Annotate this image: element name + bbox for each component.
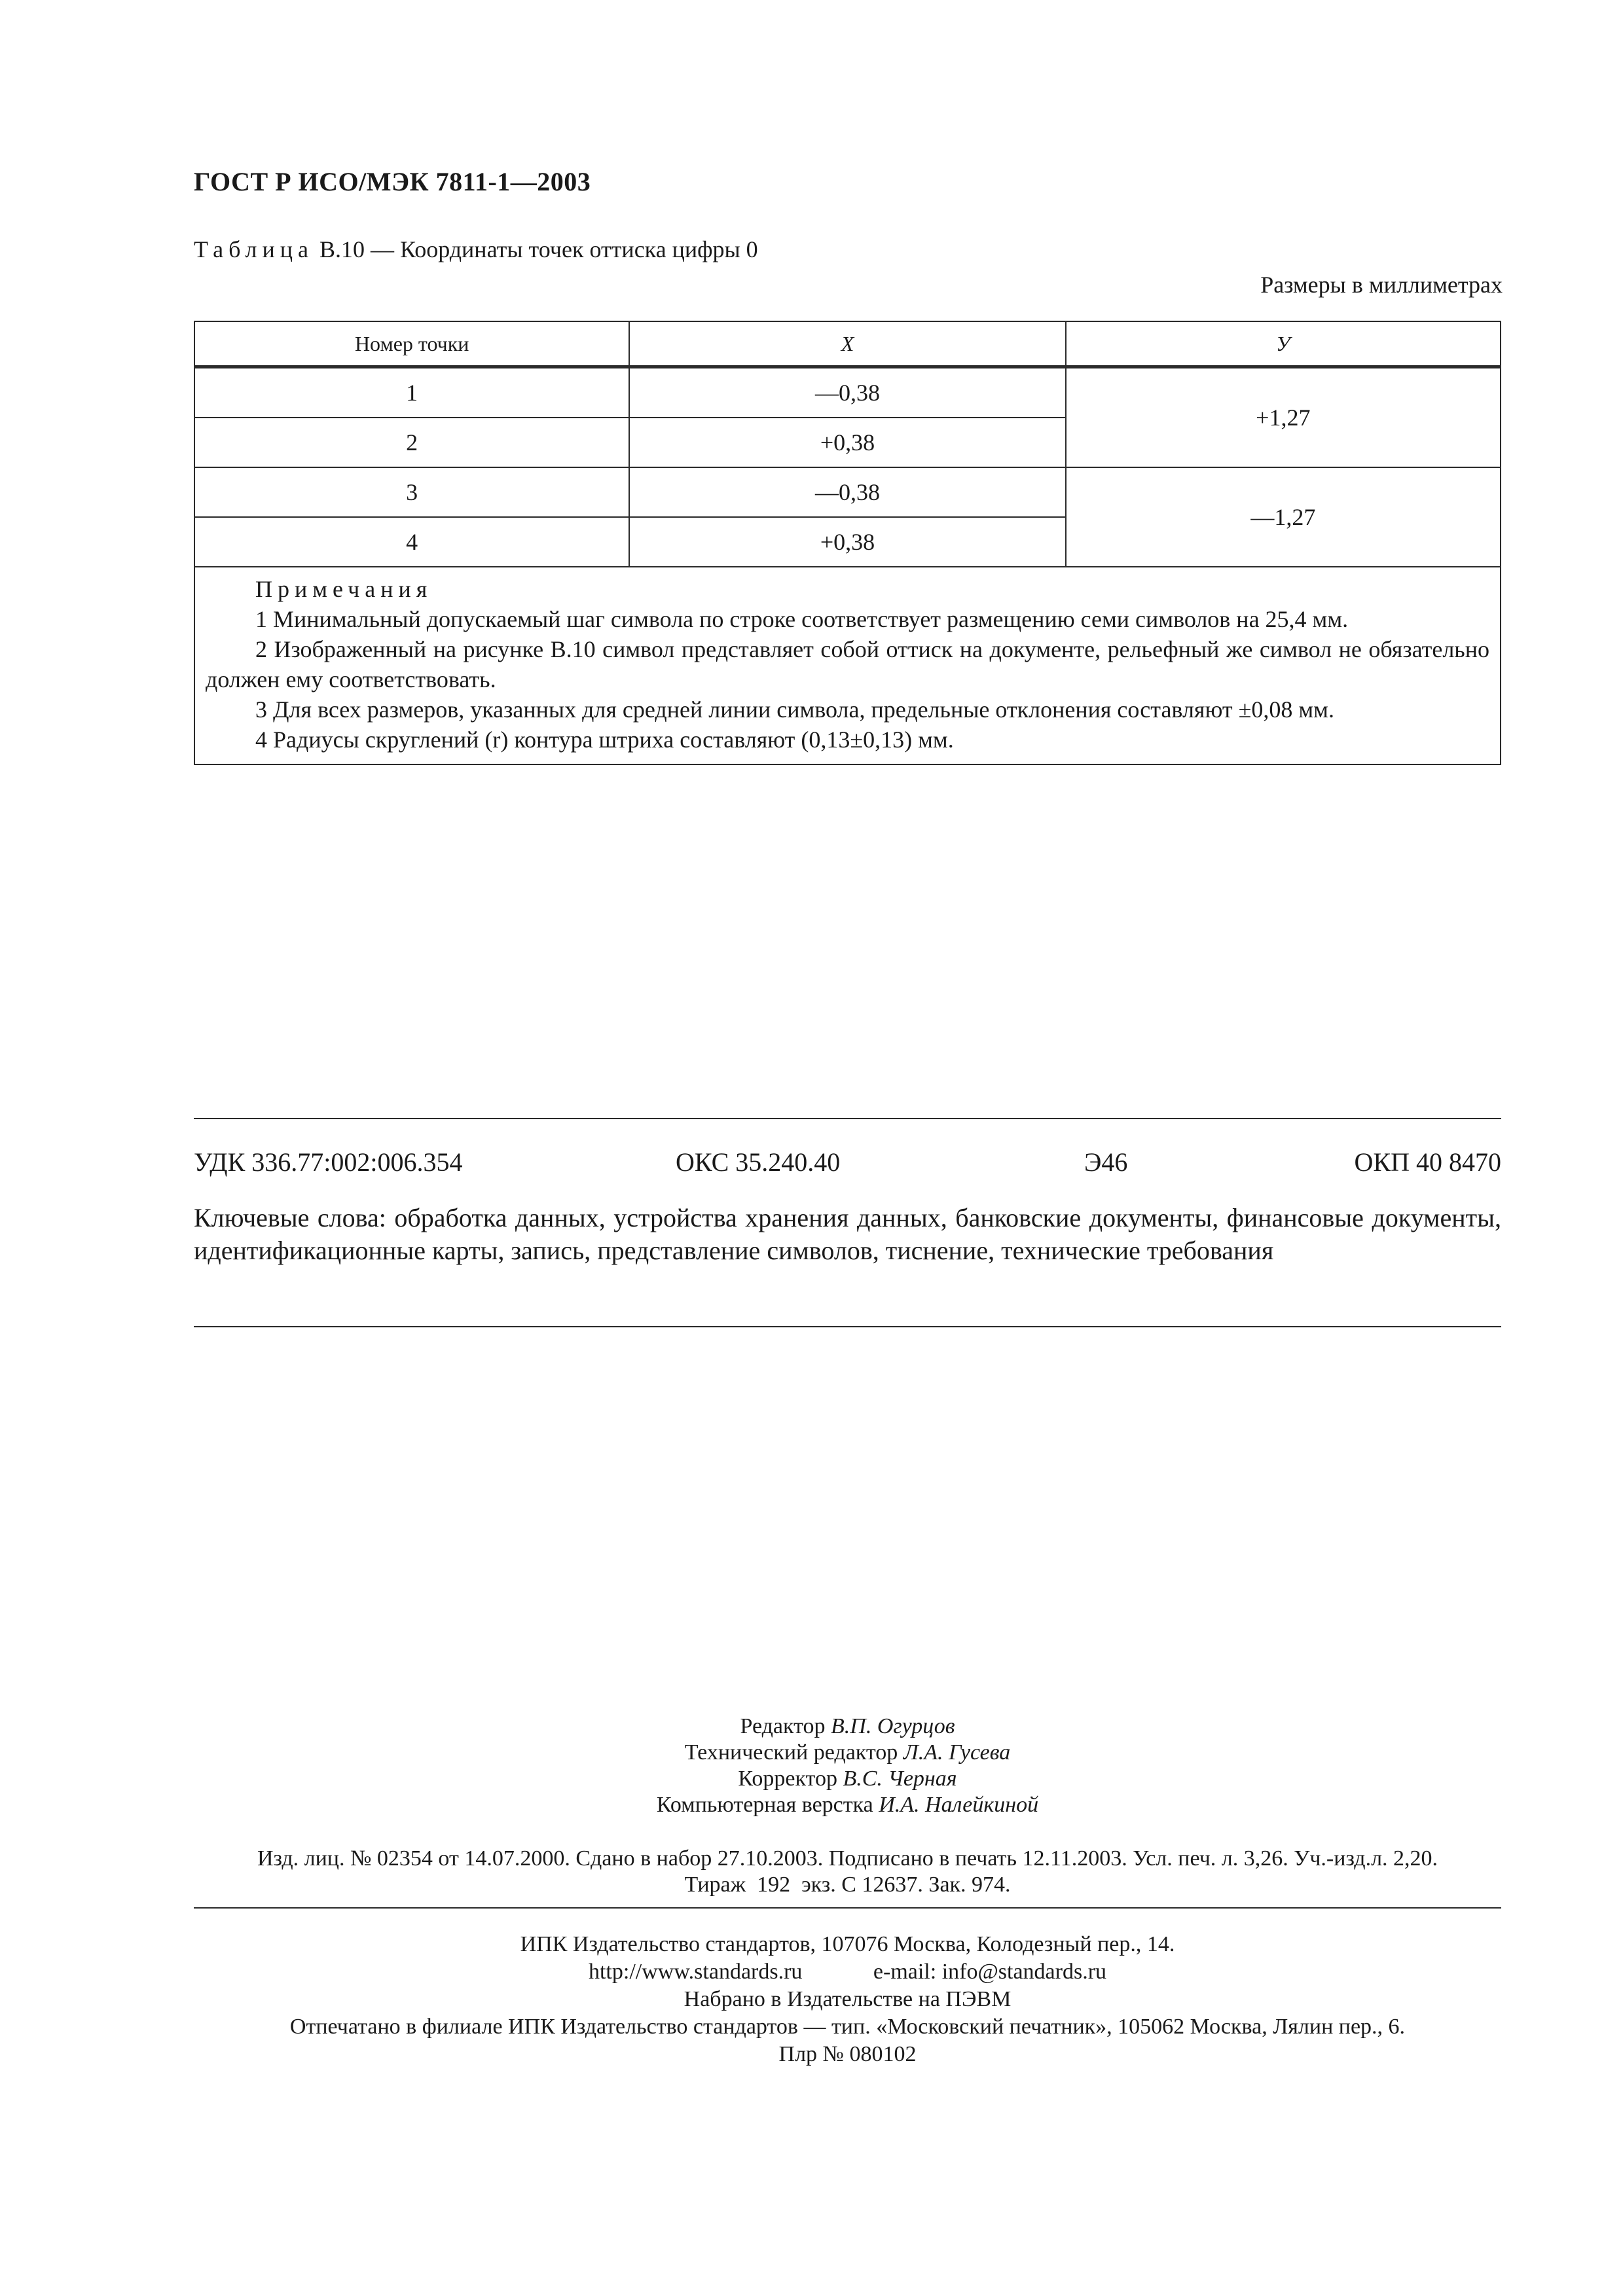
table-caption-prefix: Таблица [194, 236, 314, 262]
publisher-email: e-mail: info@standards.ru [873, 1960, 1107, 1984]
standard-id: ГОСТ Р ИСО/МЭК 7811-1—2003 [194, 167, 591, 196]
header-x: X [629, 321, 1065, 367]
keywords: Ключевые слова: обработка данных, устройства хранения данных, банковские документы, финансовые документы, идентификационные карты, запись, представление символов, тиснение, технические требования [194, 1203, 1501, 1265]
notes-cell [194, 567, 1501, 764]
notes-title: Примечания [255, 576, 433, 602]
cell-point: 1 [194, 367, 629, 418]
publisher-block [194, 1931, 1501, 2068]
publisher-printed: Отпечатано в филиале ИПК Издательство стандартов — тип. «Московский печатник», 105062 Москва, Лялин пер., 6. [289, 2015, 1406, 2039]
cell-y: —1,27 [1066, 467, 1501, 567]
credit-tech-editor [194, 1740, 1501, 1766]
credit-editor-name: В.П. Огурцов [831, 1714, 955, 1738]
credit-corrector-label: Корректор [738, 1767, 837, 1791]
table-row [194, 467, 1501, 517]
table-header-row [194, 321, 1501, 367]
credit-corrector-name: В.С. Черная [843, 1767, 957, 1791]
udk-code: УДК 336.77:002:006.354 [194, 1147, 463, 1177]
okp-code: ОКП 40 8470 [1354, 1147, 1501, 1177]
credit-editor [194, 1713, 1501, 1740]
cell-point: 3 [194, 467, 629, 517]
table-caption [194, 236, 758, 263]
table-row [194, 367, 1501, 418]
imprint-line-2: Тираж 192 экз. С 12637. Зак. 974. [684, 1873, 1011, 1897]
header-point-number: Номер точки [194, 321, 629, 367]
credit-corrector [194, 1766, 1501, 1792]
credits-block [194, 1713, 1501, 1818]
divider-publisher [194, 1907, 1501, 1909]
credit-tech-editor-label: Технический редактор [684, 1740, 898, 1765]
publisher-contacts [194, 1958, 1501, 1986]
credit-editor-label: Редактор [740, 1714, 826, 1738]
units-note: Размеры в миллиметрах [1260, 272, 1503, 298]
divider-keywords [194, 1326, 1501, 1327]
note-4: 4 Радиусы скруглений (r) контура штриха составляют (0,13±0,13) мм. [255, 726, 954, 753]
cell-point: 4 [194, 517, 629, 567]
credit-tech-editor-name: Л.А. Гусева [903, 1740, 1011, 1765]
credit-layout [194, 1792, 1501, 1818]
note-1: 1 Минимальный допускаемый шаг символа по строке соответствует размещению семи символов на 25,4 мм. [255, 606, 1349, 632]
cell-point: 2 [194, 418, 629, 467]
coordinates-table [194, 321, 1501, 765]
note-2: 2 Изображенный на рисунке В.10 символ представляет собой оттиск на документе, рельефный же символ не обязательно должен ему соответствовать. [206, 636, 1489, 692]
credit-layout-label: Компьютерная верстка [656, 1793, 873, 1817]
publisher-url: http://www.standards.ru [588, 1960, 803, 1984]
cell-y: +1,27 [1066, 367, 1501, 468]
cell-x: —0,38 [629, 467, 1065, 517]
oks-code: ОКС 35.240.40 [676, 1147, 841, 1177]
header-y: У [1066, 321, 1501, 367]
note-3: 3 Для всех размеров, указанных для средней линии символа, предельные отклонения составляют ±0,08 мм. [255, 696, 1334, 723]
table-caption-title: В.10 — Координаты точек оттиска цифры 0 [319, 236, 758, 262]
cell-x: —0,38 [629, 367, 1065, 418]
imprint-block [194, 1846, 1501, 1898]
cell-x: +0,38 [629, 517, 1065, 567]
publisher-plr: Плр № 080102 [778, 2042, 917, 2066]
divider-top [194, 1118, 1501, 1119]
group-code: Э46 [1084, 1147, 1128, 1177]
publisher-address: ИПК Издательство стандартов, 107076 Москва, Колодезный пер., 14. [520, 1932, 1175, 1956]
cell-x: +0,38 [629, 418, 1065, 467]
imprint-line-1: Изд. лиц. № 02354 от 14.07.2000. Сдано в набор 27.10.2003. Подписано в печать 12.11.2003. Усл. печ. л. 3,26. Уч.-изд.л. 2,20. [257, 1846, 1438, 1871]
credit-layout-name: И.А. Налейкиной [879, 1793, 1039, 1817]
notes-row [194, 567, 1501, 764]
coordinates-table-wrapper [194, 321, 1501, 765]
publisher-typeset: Набрано в Издательстве на ПЭВМ [684, 1987, 1012, 2011]
